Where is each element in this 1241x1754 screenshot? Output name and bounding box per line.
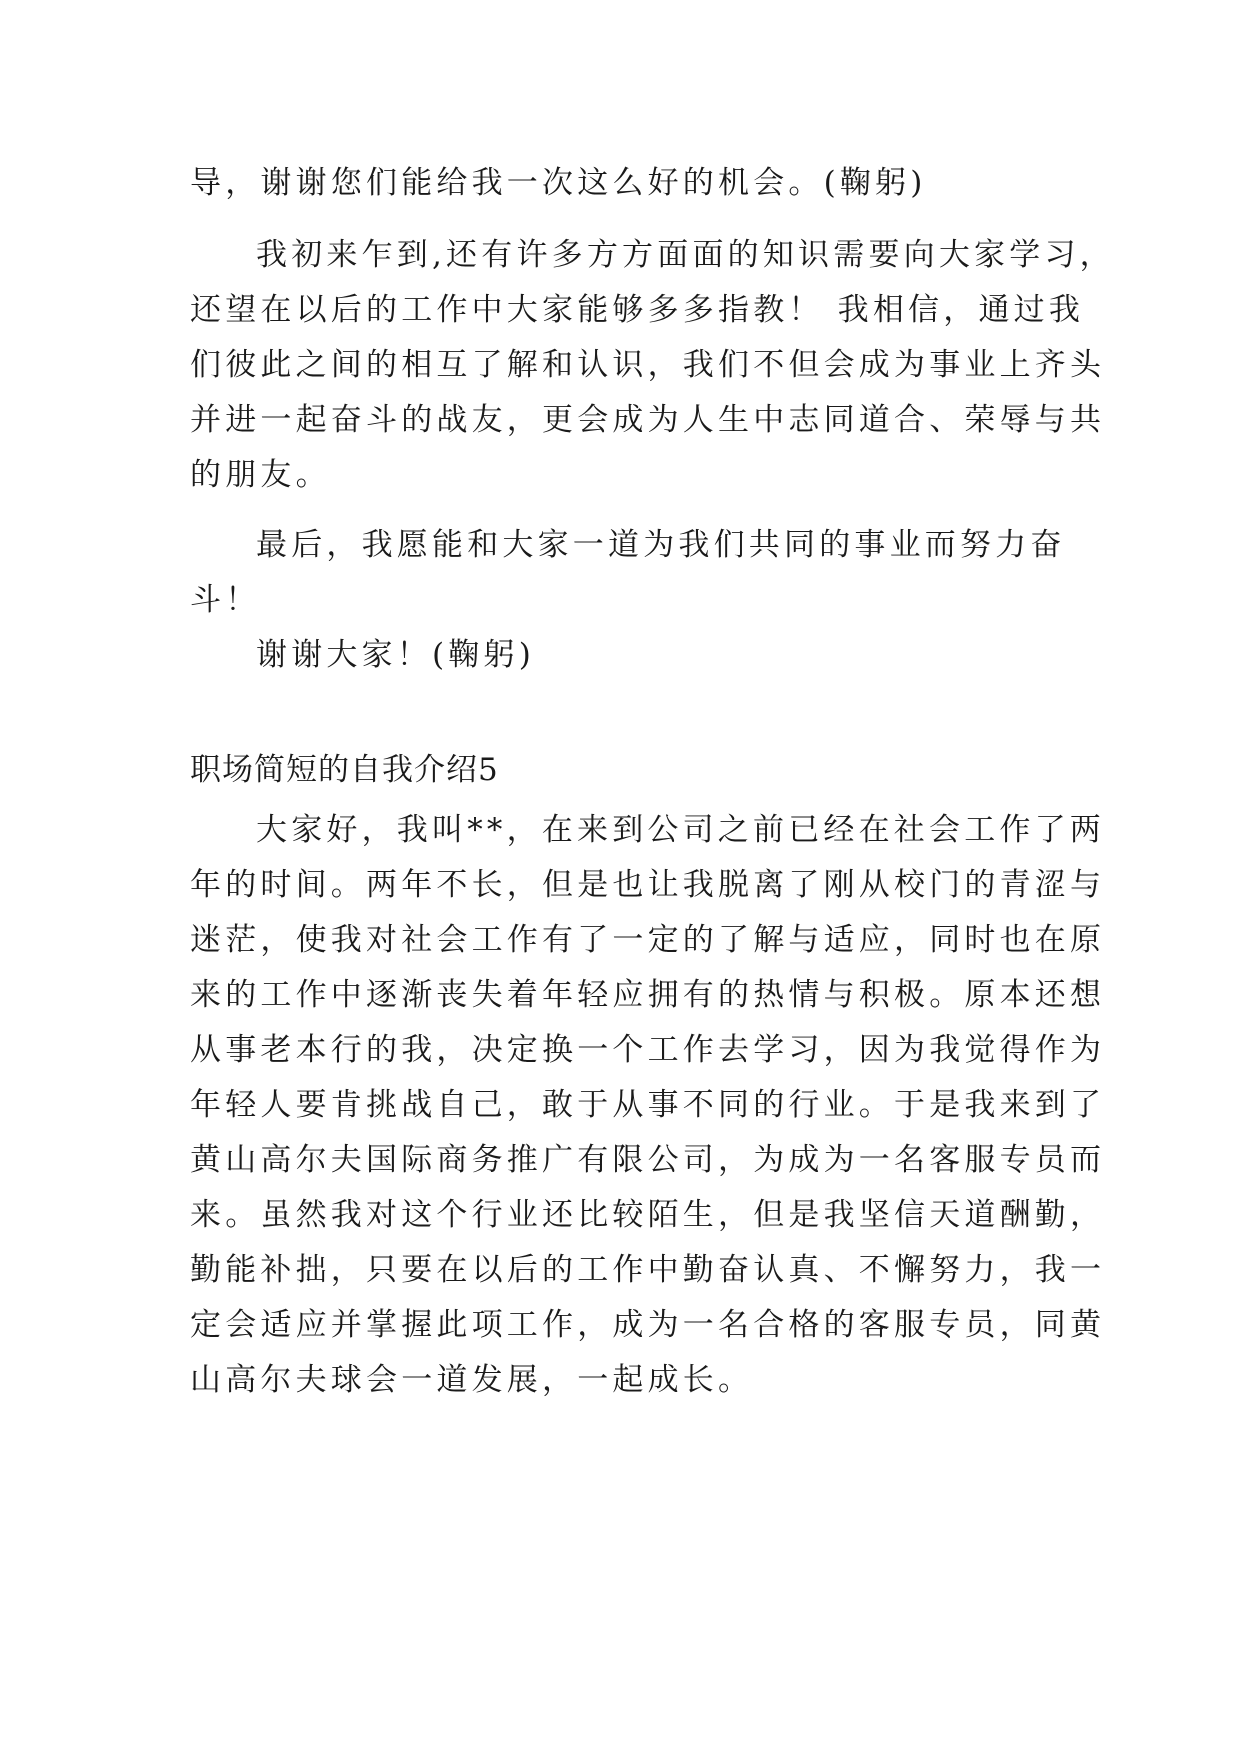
text-line: 导，谢谢您们能给我一次这么好的机会。(鞠躬) <box>190 165 927 201</box>
text-line: 们彼此之间的相互了解和认识，我们不但会成为事业上齐头 <box>190 347 1106 383</box>
paragraph-start-line: 谢谢大家！(鞠躬) <box>256 637 535 673</box>
text-line: 勤能补拙，只要在以后的工作中勤奋认真、不懈努力，我一 <box>190 1252 1106 1288</box>
text-line: 并进一起奋斗的战友，更会成为人生中志同道合、荣辱与共 <box>190 402 1106 438</box>
text-line: 定会适应并掌握此项工作，成为一名合格的客服专员，同黄 <box>190 1307 1106 1343</box>
text-line: 山高尔夫球会一道发展，一起成长。 <box>190 1362 754 1398</box>
text-line: 年轻人要肯挑战自己，敢于从事不同的行业。于是我来到了 <box>190 1087 1106 1123</box>
text-line: 斗！ <box>190 582 261 618</box>
text-line: 从事老本行的我，决定换一个工作去学习，因为我觉得作为 <box>190 1032 1106 1068</box>
paragraph-start-line: 大家好，我叫**，在来到公司之前已经在社会工作了两 <box>256 812 1105 848</box>
text-line: 迷茫，使我对社会工作有了一定的了解与适应，同时也在原 <box>190 922 1106 958</box>
section-heading: 职场简短的自我介绍5 <box>190 752 499 788</box>
text-line: 年的时间。两年不长，但是也让我脱离了刚从校门的青涩与 <box>190 867 1106 903</box>
text-line: 还望在以后的工作中大家能够多多指教！ 我相信，通过我 <box>190 292 1085 328</box>
text-line: 来的工作中逐渐丧失着年轻应拥有的热情与积极。原本还想 <box>190 977 1106 1013</box>
text-line: 来。虽然我对这个行业还比较陌生，但是我坚信天道酬勤， <box>190 1197 1106 1233</box>
text-line: 黄山高尔夫国际商务推广有限公司，为成为一名客服专员而 <box>190 1142 1106 1178</box>
paragraph-start-line: 我初来乍到,还有许多方方面面的知识需要向大家学习， <box>256 237 1115 273</box>
paragraph-start-line: 最后，我愿能和大家一道为我们共同的事业而努力奋 <box>256 527 1066 563</box>
text-line: 的朋友。 <box>190 457 331 493</box>
